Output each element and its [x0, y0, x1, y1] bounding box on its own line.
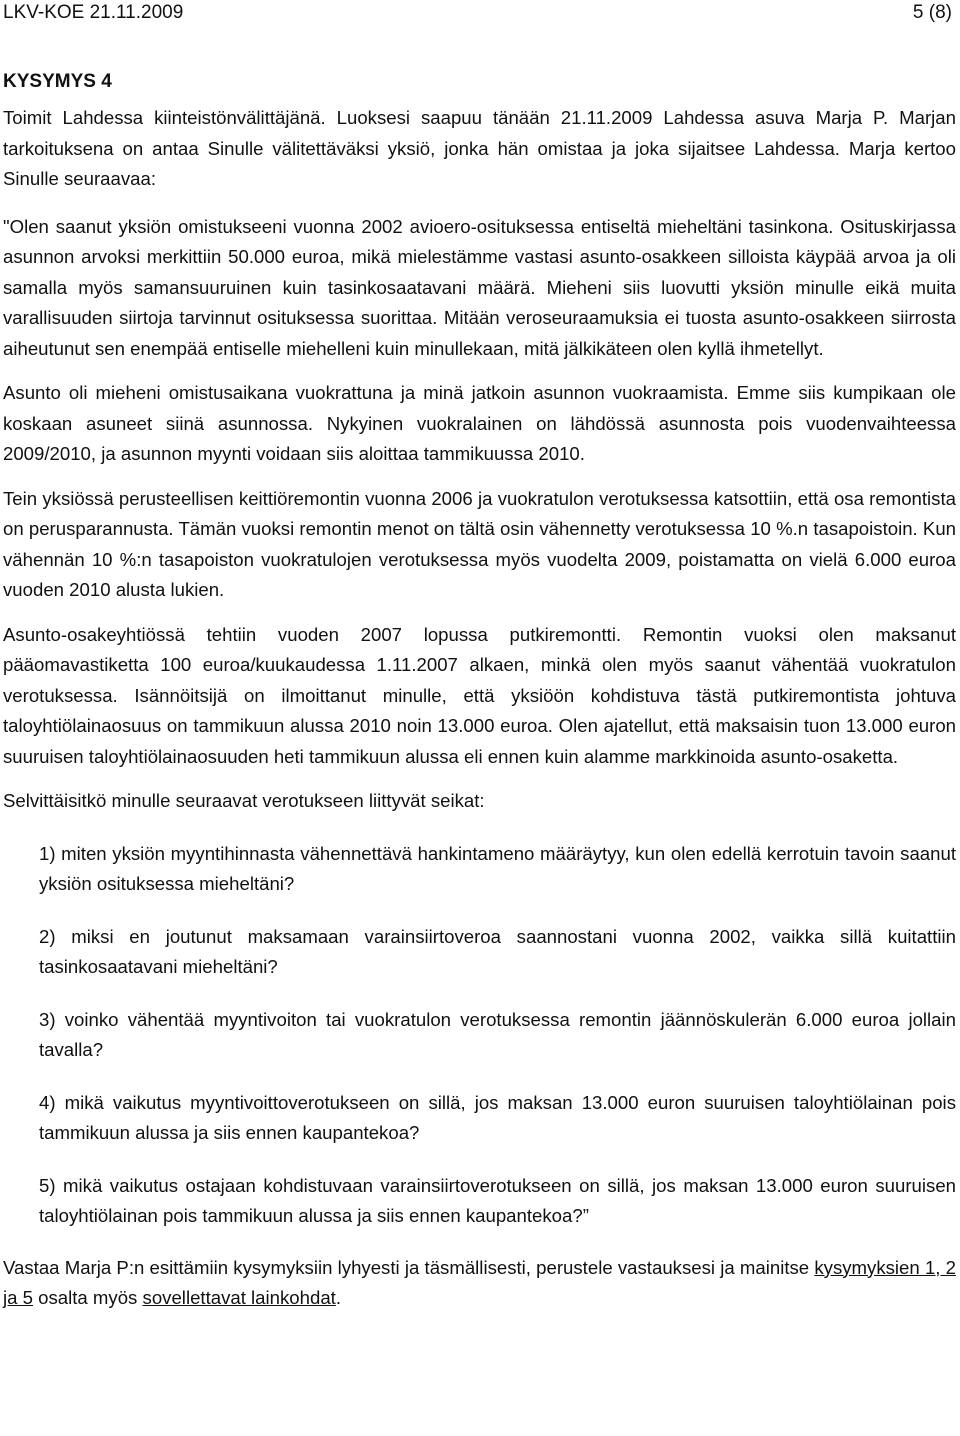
quote-paragraph-3: Tein yksiössä perusteellisen keittiöremontin vuonna 2006 ja vuokratulon verotuksessa katsottiin, että osa remontista on perusparannusta. Tämän vuoksi remontin menot on tältä osin vähennetty verotuksessa 10 %.n tasapoistoin. Kun vähennän 10 %:n tasapoiston vuokratulojen verotuksessa myös vuodelta 2009, poistamatta on vielä 6.000 euroa vuoden 2010 alusta lukien. — [3, 487, 956, 600]
quote-paragraph-2: Asunto oli mieheni omistusaikana vuokrattuna ja minä jatkoin asunnon vuokraamista. Emme siis kumpikaan ole koskaan asuneet siinä asunnossa. Nykyinen vuokralainen on lähdössä asunnosta pois vuodenvaihteessa 2009/2010, ja asunnon myynti voidaan siis aloittaa tammikuussa 2010. — [3, 382, 956, 464]
list-item: 2) miksi en joutunut maksamaan varainsiirtoveroa saannostani vuonna 2002, vaikka sillä kuitattiin tasinkosaatavani mieheltäni? — [39, 925, 956, 977]
instruction-text-3: . — [335, 1286, 341, 1308]
question-title: KYSYMYS 4 — [3, 71, 112, 92]
quote-paragraph-5: Selvittäisitkö minulle seuraavat verotukseen liittyvät seikat: — [3, 790, 485, 811]
instruction-paragraph — [3, 1253, 956, 1313]
question-list — [3, 839, 956, 1231]
intro-paragraph: Toimit Lahdessa kiinteistönvälittäjänä. Luoksesi saapuu tänään 21.11.2009 Lahdessa asuva Marja P. Marjan tarkoituksena on antaa Sinulle välitettäväksi yksiö, jonka hän omistaa ja joka sijaitsee Lahdessa. Marja kertoo Sinulle seuraavaa: — [3, 107, 956, 189]
instruction-underline-2: sovellettavat lainkohdat — [142, 1286, 336, 1308]
list-item: 4) mikä vaikutus myyntivoittoverotukseen on sillä, jos maksan 13.000 euron suuruisen taloyhtiölainan pois tammikuun alussa ja siis ennen kaupantekoa? — [39, 1091, 956, 1143]
page-header — [3, 0, 952, 25]
instruction-underline-1: kysymyksien 1, 2 ja 5 — [3, 1256, 957, 1308]
quote-paragraph-1: "Olen saanut yksiön omistukseeni vuonna 2002 avioero-osituksessa entiseltä mieheltäni tasinkona. Osituskirjassa asunnon arvoksi merkittiin 50.000 euroa, mikä mielestämme vastasi asunto-osakkeen silloista käypää arvoa ja oli samalla myös samansuuruinen kuin tasinkosaatavani määrä. Mieheni siis luovutti yksiön minulle eikä muita varallisuuden siirtoja tarvinnut osituksessa suorittaa. Mitään veroseuraamuksia ei tuosta asunto-osakkeen siirrosta aiheutunut sen enempää entiselle miehelleni kuin minullekaan, mitä jälkikäteen olen kyllä ihmetellyt. — [3, 215, 956, 359]
instruction-text-2: osalta myös — [32, 1286, 143, 1308]
page-number: 5 (8) — [912, 2, 952, 23]
exam-title: LKV-KOE 21.11.2009 — [3, 2, 184, 23]
list-item: 5) mikä vaikutus ostajaan kohdistuvaan varainsiirtoverotukseen on sillä, jos maksan 13.000 euron suuruisen taloyhtiölainan pois tammikuun alussa ja siis ennen kaupantekoa?” — [39, 1174, 956, 1226]
instruction-text-1: Vastaa Marja P:n esittämiin kysymyksiin lyhyesti ja täsmällisesti, perustele vastauksesi ja mainitse — [3, 1256, 815, 1278]
quote-paragraph-4: Asunto-osakeyhtiössä tehtiin vuoden 2007 lopussa putkiremontti. Remontin vuoksi olen maksanut pääomavastiketta 100 euroa/kuukaudessa 1.11.2007 alkaen, minkä olen myös saanut vähentää vuokratulon verotuksessa. Isännöitsijä on ilmoittanut minulle, että yksiöön kohdistuva tästä putkiremontista johtuva taloyhtiölainaosuus on tammikuun alussa 2010 noin 13.000 euroa. Olen ajatellut, että maksaisin tuon 13.000 euron suuruisen taloyhtiölainaosuuden heti tammikuun alussa eli ennen kuin alamme markkinoida asunto-osaketta. — [3, 623, 956, 767]
list-item: 3) voinko vähentää myyntivoiton tai vuokratulon verotuksessa remontin jäännöskulerän 6.000 euroa jollain tavalla? — [39, 1008, 956, 1060]
list-item: 1) miten yksiön myyntihinnasta vähennettävä hankintameno määräytyy, kun olen edellä kerrotuin tavoin saanut yksiön osituksessa mieheltäni? — [39, 842, 956, 894]
